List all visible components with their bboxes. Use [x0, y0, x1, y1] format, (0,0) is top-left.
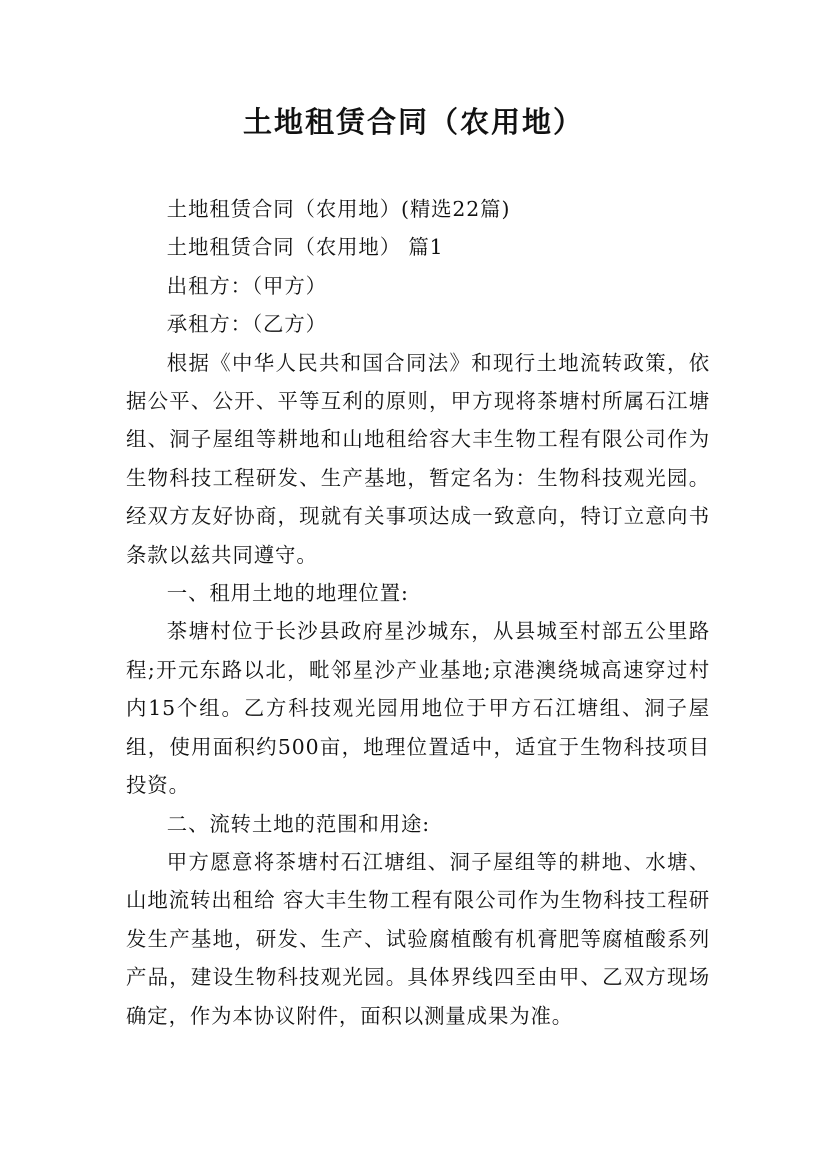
document-body: [126, 190, 710, 1035]
clause-heading-location: 一、租用土地的地理位置:: [166, 581, 409, 606]
section-heading: 土地租赁合同（农用地） 篇1: [166, 235, 444, 260]
subtitle-paragraph: 土地租赁合同（农用地）(精选22篇): [166, 197, 511, 221]
preamble-paragraph: 根据《中华人民共和国合同法》和现行土地流转政策，依据公平、公开、平等互利的原则，甲方现将茶塘村所属石江塘组、洞子屋组等耕地和山地租给容大丰生物工程有限公司作为生物科技工程研发、生产基地，暂定名为：生物科技观光园。经双方友好协商，现就有关事项达成一致意向，特订立意向书条款以兹共同遵守。: [126, 350, 710, 567]
location-paragraph: 茶塘村位于长沙县政府星沙城东，从县城至村部五公里路程;开元东路以北，毗邻星沙产业基地;京港澳绕城高速穿过村内15个组。乙方科技观光园用地位于甲方石江塘组、洞子屋组，使用面积约500亩，地理位置适中，适宜于生物科技项目投资。: [126, 619, 710, 798]
scope-paragraph: 甲方愿意将茶塘村石江塘组、洞子屋组等的耕地、水塘、山地流转出租给 容大丰生物工程有限公司作为生物科技工程研发生产基地，研发、生产、试验腐植酸有机膏肥等腐植酸系列产品，建设生物科技观光园。具体界线四至由甲、乙双方现场确定，作为本协议附件，面积以测量成果为准。: [126, 849, 710, 1028]
lessor-line: 出租方：（甲方）: [166, 273, 327, 298]
clause-heading-scope: 二、流转土地的范围和用途:: [166, 811, 431, 836]
lessee-line: 承租方：（乙方）: [166, 312, 327, 337]
document-title: 土地租赁合同（农用地）: [242, 105, 584, 139]
